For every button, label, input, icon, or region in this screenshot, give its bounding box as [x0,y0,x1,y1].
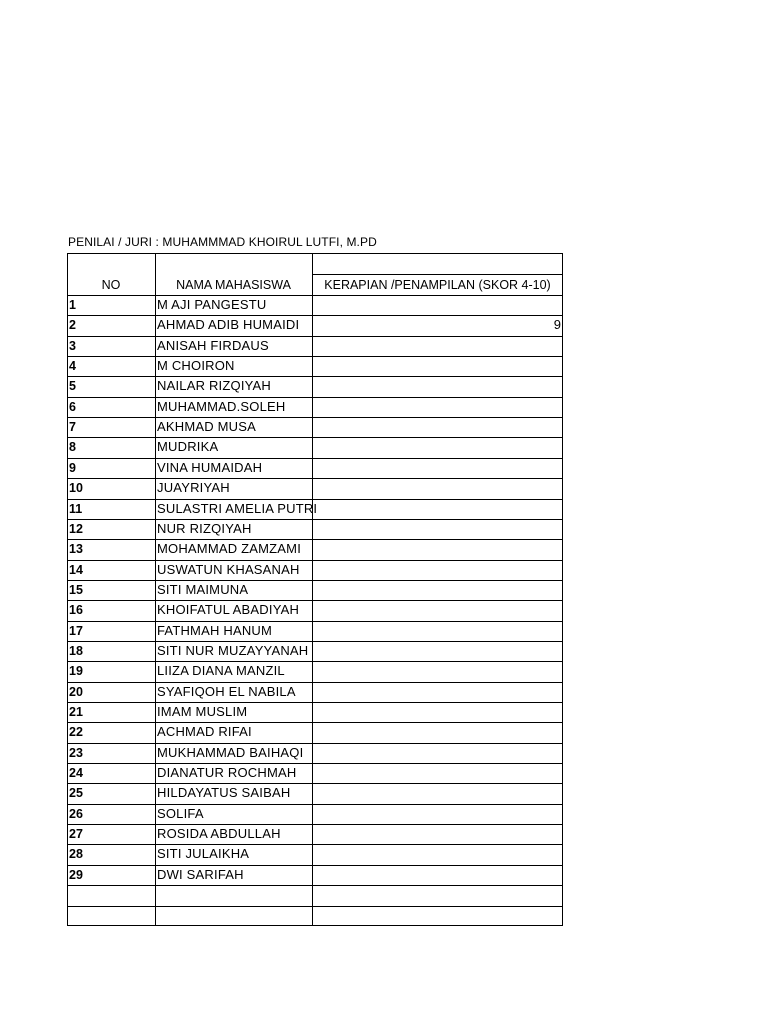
row-number: 15 [69,583,83,597]
row-divider [67,783,563,784]
student-name: DIANATUR ROCHMAH [157,765,297,780]
student-name: HILDAYATUS SAIBAH [157,785,291,800]
row-number: 22 [69,725,83,739]
row-divider [67,906,563,907]
row-number: 19 [69,664,83,678]
student-name: SITI NUR MUZAYYANAH [157,643,309,658]
row-divider [67,702,563,703]
row-divider [67,641,563,642]
row-number: 26 [69,807,83,821]
student-name: MUHAMMAD.SOLEH [157,399,286,414]
row-divider [67,519,563,520]
row-divider [67,844,563,845]
row-divider [67,539,563,540]
student-name: NAILAR RIZQIYAH [157,378,272,393]
student-name: SULASTRI AMELIA PUTRI [157,501,318,516]
row-divider [67,376,563,377]
header-score: KERAPIAN /PENAMPILAN (SKOR 4-10) [324,278,551,292]
student-name: SITI MAIMUNA [157,582,249,597]
student-name: SYAFIQOH EL NABILA [157,684,296,699]
row-divider [67,295,563,296]
row-divider [67,865,563,866]
row-divider [67,682,563,683]
row-number: 5 [69,379,76,393]
row-number: 11 [69,502,83,516]
student-name: SITI JULAIKHA [157,846,250,861]
row-number: 8 [69,440,76,454]
header-name: NAMA MAHASISWA [176,278,291,292]
row-divider [67,763,563,764]
row-number: 21 [69,705,83,719]
student-name: M AJI PANGESTU [157,297,267,312]
row-number: 10 [69,481,83,495]
row-divider [67,478,563,479]
row-number: 17 [69,624,83,638]
row-divider [67,560,563,561]
row-divider [67,437,563,438]
row-number: 23 [69,746,83,760]
student-name: IMAM MUSLIM [157,704,248,719]
row-divider [67,580,563,581]
row-divider [67,661,563,662]
row-number: 18 [69,644,83,658]
student-name: JUAYRIYAH [157,480,230,495]
row-divider [67,743,563,744]
row-number: 6 [69,400,76,414]
row-divider [67,600,563,601]
row-divider [67,356,563,357]
student-name: VINA HUMAIDAH [157,460,263,475]
row-divider [67,885,563,886]
table-border-left [67,253,68,926]
table-border-right [562,253,563,926]
header-subline [312,274,563,275]
student-name: MUDRIKA [157,439,219,454]
row-number: 1 [69,298,76,312]
row-number: 14 [69,563,83,577]
row-number: 4 [69,359,76,373]
row-divider [67,722,563,723]
row-number: 28 [69,847,83,861]
table-border-bottom [67,925,563,926]
student-name: ROSIDA ABDULLAH [157,826,281,841]
student-name: AKHMAD MUSA [157,419,256,434]
column-divider [155,253,156,926]
row-number: 24 [69,766,83,780]
row-divider [67,824,563,825]
row-number: 20 [69,685,83,699]
row-divider [67,458,563,459]
row-number: 16 [69,603,83,617]
score-table [67,253,563,926]
judge-label: PENILAI / JURI : MUHAMMMAD KHOIRUL LUTFI, M.PD [68,235,377,249]
student-name: ACHMAD RIFAI [157,724,252,739]
row-divider [67,397,563,398]
student-name: FATHMAH HANUM [157,623,273,638]
row-number: 13 [69,542,83,556]
row-number: 29 [69,868,83,882]
student-name: ANISAH FIRDAUS [157,338,269,353]
student-name: MUKHAMMAD BAIHAQI [157,745,304,760]
row-number: 2 [69,318,76,332]
row-number: 12 [69,522,83,536]
column-divider [312,253,313,926]
student-name: KHOIFATUL ABADIYAH [157,602,300,617]
row-divider [67,315,563,316]
header-no: NO [101,278,121,292]
row-divider [67,621,563,622]
row-divider [67,417,563,418]
row-number: 9 [69,461,76,475]
row-number: 25 [69,786,83,800]
student-name: LIIZA DIANA MANZIL [157,663,285,678]
row-divider [67,804,563,805]
score-value: 9 [553,317,561,332]
table-border-top [67,253,563,254]
student-name: USWATUN KHASANAH [157,562,300,577]
student-name: M CHOIRON [157,358,235,373]
student-name: DWI SARIFAH [157,867,244,882]
student-name: MOHAMMAD ZAMZAMI [157,541,302,556]
student-name: SOLIFA [157,806,204,821]
row-number: 27 [69,827,83,841]
row-number: 3 [69,339,76,353]
row-divider [67,336,563,337]
row-number: 7 [69,420,76,434]
student-name: NUR RIZQIYAH [157,521,252,536]
student-name: AHMAD ADIB HUMAIDI [157,317,300,332]
